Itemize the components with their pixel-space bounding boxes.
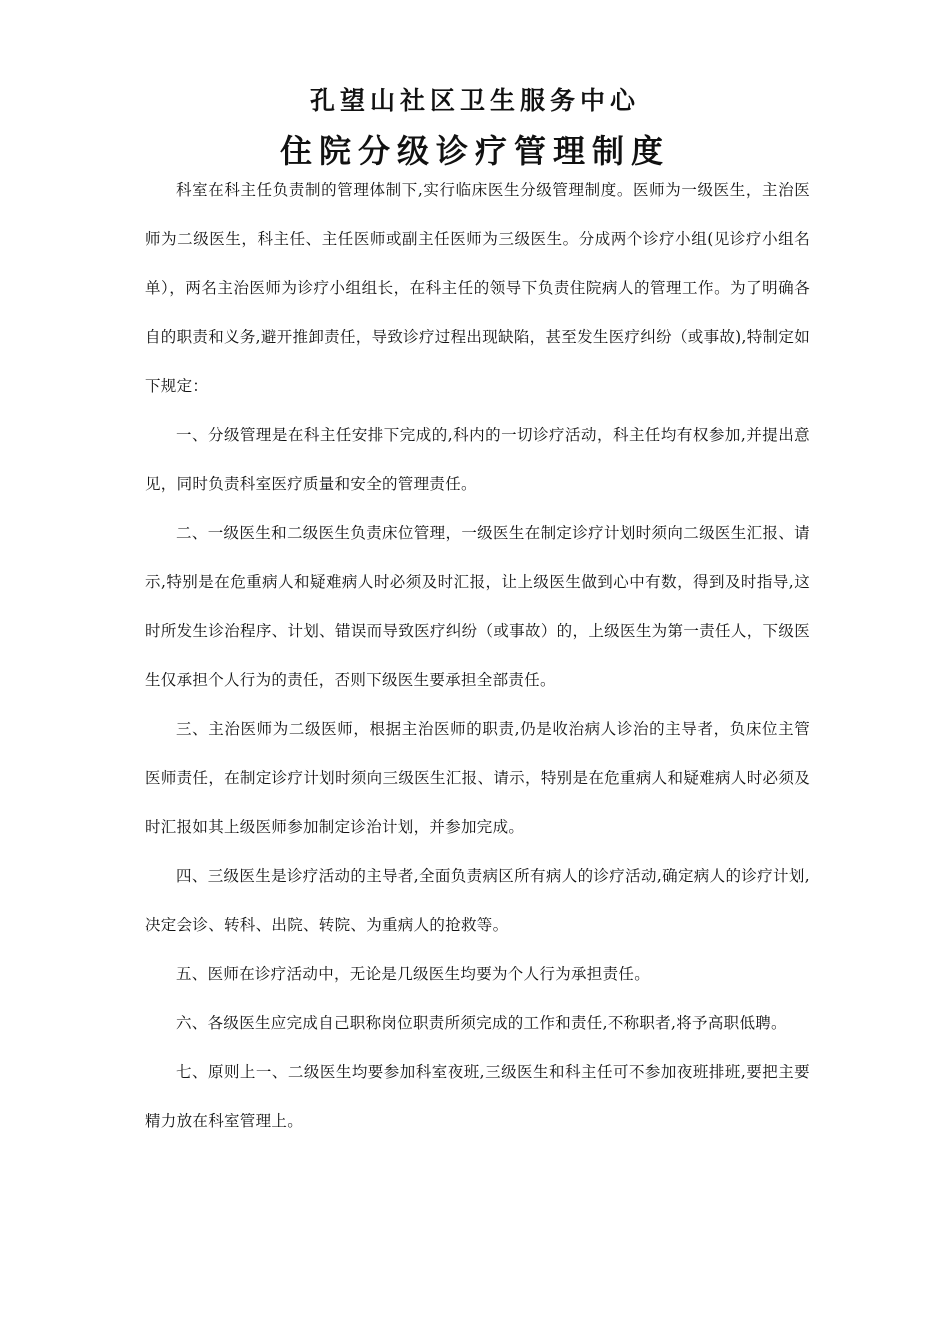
rule-paragraph-1: 一、分级管理是在科主任安排下完成的,科内的一切诊疗活动，科主任均有权参加,并提出意见，同时负责科室医疗质量和安全的管理责任。	[145, 426, 810, 493]
rule-paragraph-3: 三、主治医师为二级医师，根据主治医师的职责,仍是收治病人诊治的主导者，负床位主管医师责任，在制定诊疗计划时须向三级医生汇报、请示，特别是在危重病人和疑难病人时必须及时汇报如其上级医师参加制定诊治计划，并参加完成。	[145, 720, 810, 836]
document-title: 住院分级诊疗管理制度	[279, 132, 670, 170]
intro-paragraph: 科室在科主任负责制的管理体制下,实行临床医生分级管理制度。医师为一级医生，主治医师为二级医生，科主任、主任医师或副主任医师为三级医生。分成两个诊疗小组(见诊疗小组名单），两名主治医师为诊疗小组组长，在科主任的领导下负责住院病人的管理工作。为了明确各自的职责和义务,避开推卸责任，导致诊疗过程出现缺陷，甚至发生医疗纠纷（或事故),特制定如下规定：	[145, 181, 810, 395]
rule-paragraph-5: 五、医师在诊疗活动中，无论是几级医生均要为个人行为承担责任。	[176, 965, 651, 983]
organization-name: 孔望山社区卫生服务中心	[309, 86, 640, 115]
document-body	[145, 166, 810, 1146]
rule-paragraph-4: 四、三级医生是诊疗活动的主导者,全面负责病区所有病人的诊疗活动,确定病人的诊疗计划,决定会诊、转科、出院、转院、为重病人的抢救等。	[145, 867, 810, 934]
rule-paragraph-2: 二、一级医生和二级医生负责床位管理，一级医生在制定诊疗计划时须向二级医生汇报、请示,特别是在危重病人和疑难病人时必须及时汇报，让上级医生做到心中有数，得到及时指导,这时所发生诊治程序、计划、错误而导致医疗纠纷（或事故）的，上级医生为第一责任人，下级医生仅承担个人行为的责任，否则下级医生要承担全部责任。	[145, 524, 810, 689]
rule-paragraph-7: 七、原则上一、二级医生均要参加科室夜班,三级医生和科主任可不参加夜班排班,要把主要精力放在科室管理上。	[145, 1063, 810, 1130]
rule-paragraph-6: 六、各级医生应完成自己职称岗位职责所须完成的工作和责任,不称职者,将予高职低聘。	[176, 1014, 787, 1032]
